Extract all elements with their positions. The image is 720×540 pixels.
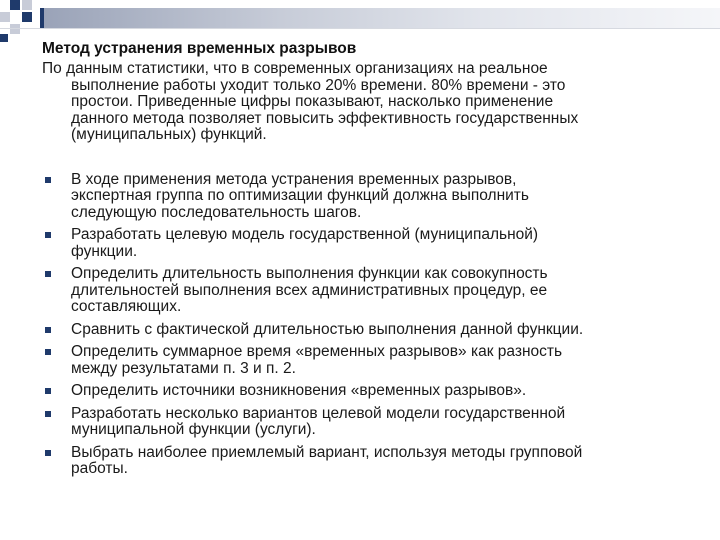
list-item bbox=[42, 172, 682, 222]
intro-line: выполнение работы уходит только 20% времени. 80% времени - это bbox=[71, 76, 566, 94]
intro-line: простои. Приведенные цифры показывают, насколько применение bbox=[71, 93, 554, 110]
list-item-line: Выбрать наиболее приемлемый вариант, используя методы групповой bbox=[71, 443, 583, 461]
square-bullet-icon bbox=[45, 349, 51, 355]
slide-content bbox=[42, 40, 682, 484]
square-bullet-icon bbox=[45, 232, 51, 238]
list-item-line: функции. bbox=[71, 242, 138, 260]
intro-paragraph bbox=[42, 61, 682, 144]
list-item-line: Определить длительность выполнения функции как совокупность bbox=[71, 265, 548, 282]
square-bullet-icon bbox=[45, 177, 51, 183]
header-band bbox=[44, 8, 720, 28]
list-item-line: Разработать целевую модель государственной (муниципальной) bbox=[71, 226, 539, 243]
deco-square bbox=[10, 24, 20, 34]
list-item bbox=[42, 383, 682, 400]
list-item-line: В ходе применения метода устранения временных разрывов, bbox=[71, 170, 517, 188]
list-item-line: длительностей выполнения всех административных процедур, ее bbox=[71, 281, 548, 299]
deco-square bbox=[10, 0, 20, 10]
deco-square bbox=[0, 34, 8, 42]
slide-title: Метод устранения временных разрывов bbox=[42, 40, 357, 57]
square-bullet-icon bbox=[45, 388, 51, 394]
deco-square bbox=[22, 0, 32, 10]
list-item-line: составляющих. bbox=[71, 298, 182, 315]
list-item-line: Разработать несколько вариантов целевой модели государственной bbox=[71, 404, 566, 422]
intro-line: По данным статистики, что в современных организациях на реальное bbox=[42, 60, 548, 77]
list-item-line: работы. bbox=[71, 460, 128, 477]
list-item bbox=[42, 445, 682, 478]
list-item bbox=[42, 266, 682, 316]
list-item bbox=[42, 227, 682, 260]
bullet-list bbox=[42, 172, 682, 478]
list-item-line: следующую последовательность шагов. bbox=[71, 203, 362, 221]
list-item-line: муниципальной функции (услуги). bbox=[71, 421, 316, 438]
square-bullet-icon bbox=[45, 450, 51, 456]
square-bullet-icon bbox=[45, 271, 51, 277]
deco-square bbox=[22, 12, 32, 22]
intro-line: (муниципальных) функций. bbox=[71, 126, 267, 143]
list-item-line: Определить суммарное время «временных разрывов» как разность bbox=[71, 343, 563, 360]
list-item-line: экспертная группа по оптимизации функций должна выполнить bbox=[71, 187, 529, 204]
list-item bbox=[42, 322, 682, 339]
list-item-line: Определить источники возникновения «временных разрывов». bbox=[71, 382, 527, 399]
list-item bbox=[42, 406, 682, 439]
header-divider bbox=[0, 28, 720, 29]
square-bullet-icon bbox=[45, 327, 51, 333]
intro-line: данного метода позволяет повысить эффективность государственных bbox=[71, 109, 579, 127]
square-bullet-icon bbox=[45, 411, 51, 417]
list-item-line: Сравнить с фактической длительностью выполнения данной функции. bbox=[71, 320, 584, 338]
list-item-line: между результатами п. 3 и п. 2. bbox=[71, 359, 296, 377]
deco-square bbox=[0, 12, 10, 22]
list-item bbox=[42, 344, 682, 377]
